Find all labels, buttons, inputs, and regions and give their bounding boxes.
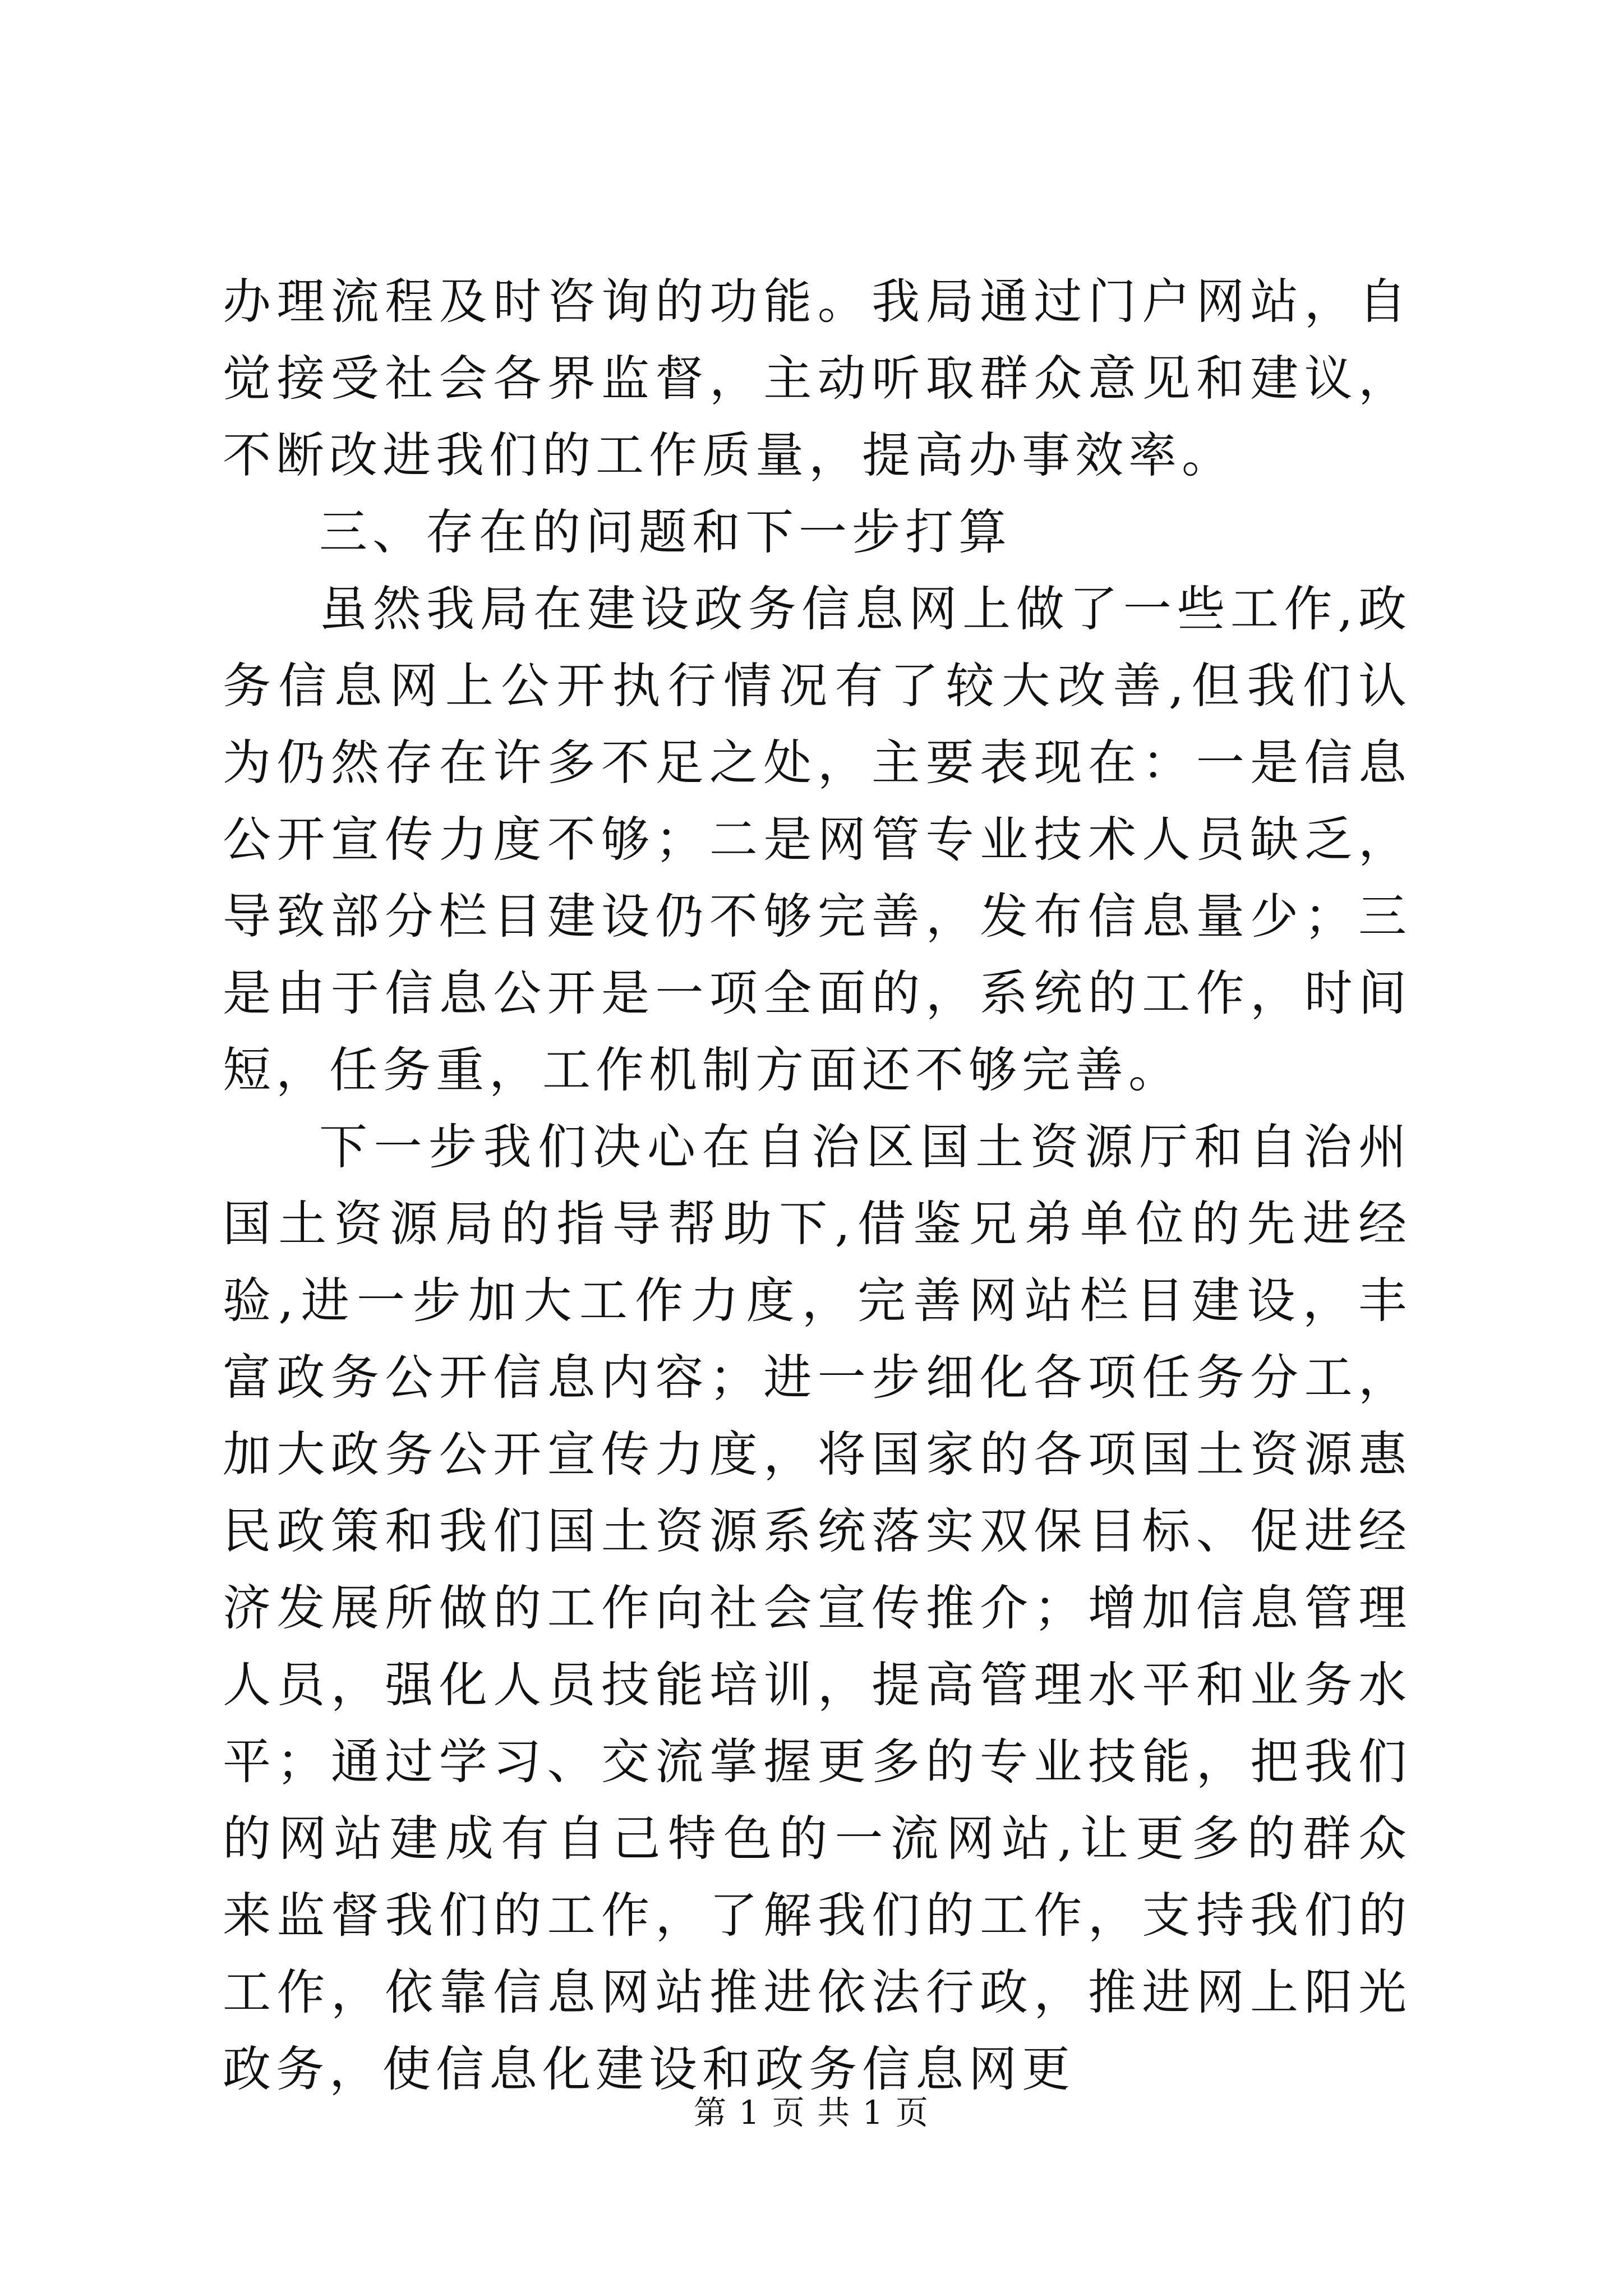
page-footer <box>0 2090 1623 2135</box>
document-body <box>223 264 1412 2108</box>
paragraph-continuation: 办理流程及时咨询的功能。我局通过门户网站，自觉接受社会各界监督，主动听取群众意见和建议，不断改进我们的工作质量，提高办事效率。 <box>223 274 1412 484</box>
paragraph-next-steps: 下一步我们决心在自治区国土资源厅和自治州国土资源局的指导帮助下,借鉴兄弟单位的先进经验,进一步加大工作力度，完善网站栏目建设，丰富政务公开信息内容；进一步细化各项任务分工，加大政务公开宣传力度，将国家的各项国土资源惠民政策和我们国土资源系统落实双保目标、促进经济发展所做的工作向社会宣传推介；增加信息管理人员，强化人员技能培训，提高管理水平和业务水平；通过学习、交流掌握更多的专业技能，把我们的网站建成有自己特色的一流网站,让更多的群众来监督我们的工作，了解我们的工作，支持我们的工作，依靠信息网站推进依法行政，推进网上阳光政务，使信息化建设和政务信息网更 <box>223 1119 1412 2097</box>
paragraph-problems: 虽然我局在建设政务信息网上做了一些工作,政务信息网上公开执行情况有了较大改善,但我们认为仍然存在许多不足之处，主要表现在：一是信息公开宣传力度不够；二是网管专业技术人员缺乏，导致部分栏目建设仍不够完善，发布信息量少；三是由于信息公开是一项全面的，系统的工作，时间短，任务重，工作机制方面还不够完善。 <box>223 581 1412 1098</box>
page-number-label: 第 1 页 共 1 页 <box>694 2093 929 2132</box>
section-heading: 三、存在的问题和下一步打算 <box>319 504 1012 560</box>
